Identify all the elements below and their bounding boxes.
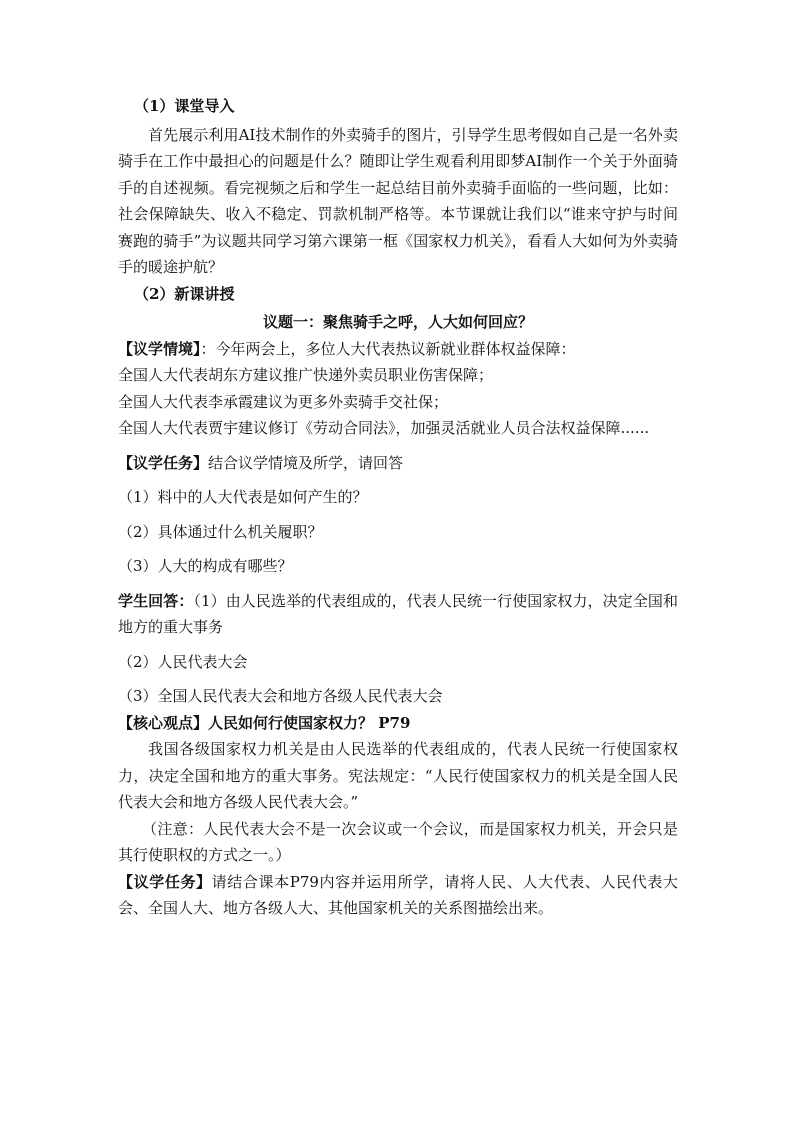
- question-1: （1）料中的人大代表是如何产生的？: [118, 488, 368, 506]
- new-lesson-heading: （2）新课讲授: [134, 284, 235, 303]
- core-heading: 【核心观点】人民如何行使国家权力？ P79: [118, 713, 411, 732]
- situation-line-1: 全国人大代表胡东方建议推广快递外卖员职业伤害保障；: [118, 366, 494, 384]
- core-paragraph: 我国各级国家权力机关是由人民选举的代表组成的，代表人民统一行使国家权力，决定全国和地方的重大事务。宪法规定：“人民行使国家权力的机关是全国人民代表大会和地方各级人民代表大会。”: [118, 740, 678, 811]
- topic-title: 议题一：聚焦骑手之呼，人大如何回应？: [262, 313, 533, 331]
- situation-line-3: 全国人大代表贾宇建议修订《劳动合同法》，加强灵活就业人员合法权益保障......: [118, 419, 650, 437]
- situation-label: 【议学情境】: [118, 339, 201, 358]
- document-body: [118, 93, 678, 922]
- task1-paragraph: [118, 450, 678, 477]
- answer-2: （2）人民代表大会: [118, 652, 248, 671]
- intro-heading: （1）课堂导入: [134, 97, 235, 115]
- answer-label: 学生回答：: [118, 591, 194, 610]
- question-3: （3）人大的构成有哪些？: [118, 557, 293, 575]
- question-2: （2）具体通过什么机关履职？: [118, 522, 323, 541]
- task2-label: 【议学任务】: [118, 872, 212, 891]
- answer-first: （1）由人民选举的代表组成的，代表人民统一行使国家权力，决定全国和地方的重大事务: [118, 591, 678, 636]
- task2-text: 请结合课本P79内容并运用所学，请将人民、人大代表、人民代表大会、全国人大、地方各级人大、其他国家机关的关系图描绘出来。: [118, 872, 678, 917]
- answer-paragraph: [118, 588, 678, 641]
- intro-paragraph: 首先展示利用AI技术制作的外卖骑手的图片，引导学生思考假如自己是一名外卖骑手在工作中最担心的问题是什么？随即让学生观看利用即梦AI制作一个关于外面骑手的自述视频。看完视频之后和学生一起总结目前外卖骑手面临的一些问题，比如：社会保障缺失、收入不稳定、罚款机制严格等。本节课就让我们以“谁来守护与时间赛跑的骑手”为议题共同学习第六课第一框《国家权力机关》，看看人大如何为外卖骑手的暖途护航？: [118, 125, 678, 276]
- situation-text: ：今年两会上，多位人大代表热议新就业群体权益保障：: [200, 339, 576, 358]
- task1-text: 结合议学情境及所学，请回答: [208, 453, 404, 472]
- core-note: （注意：人民代表大会不是一次会议或一个会议，而是国家权力机关，开会只是其行使职权的方式之一。）: [118, 819, 678, 864]
- situation-line-2: 全国人大代表李承霞建议为更多外卖骑手交社保；: [118, 392, 449, 411]
- situation-paragraph: [118, 336, 678, 363]
- answer-3: （3）全国人民代表大会和地方各级人民代表大会: [118, 687, 443, 705]
- task2-paragraph: [118, 869, 678, 922]
- task1-label: 【议学任务】: [118, 453, 209, 472]
